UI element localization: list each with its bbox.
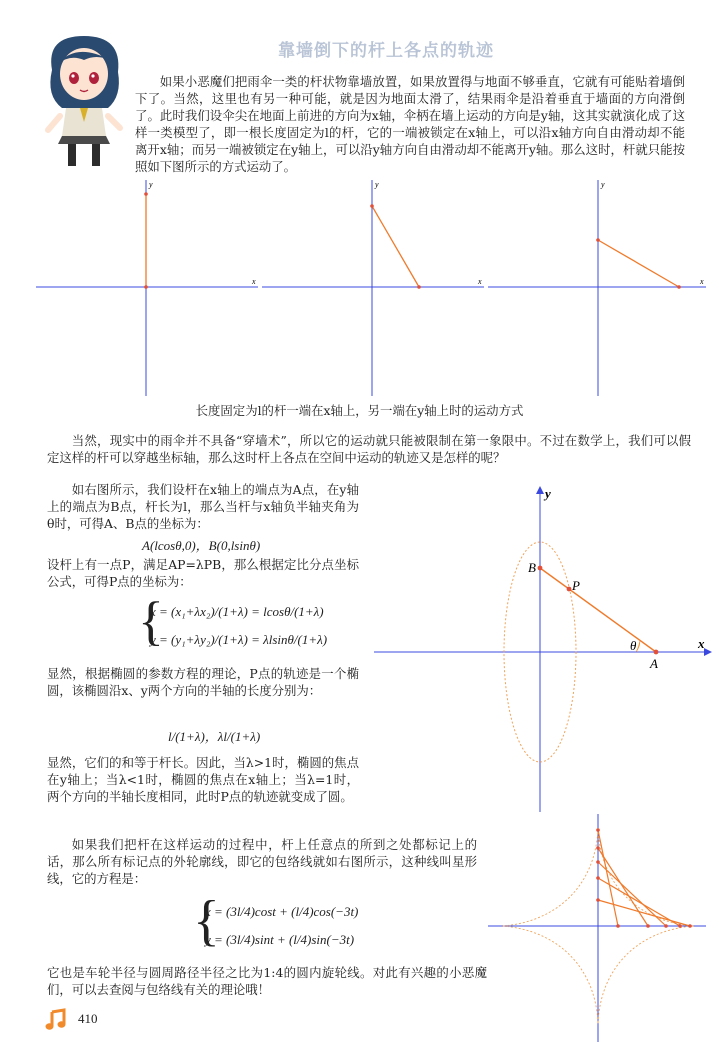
derivation-p-point: 设杆上有一点P，满足AP=λPB，那么根据定比分点坐标公式，可得P点的坐标为： xyxy=(47,557,359,589)
mascot-illustration xyxy=(36,30,132,170)
figure-1-caption: 长度固定为l的杆一端在x轴上，另一端在y轴上时的运动方式 xyxy=(195,403,524,418)
panel-2 xyxy=(262,180,484,396)
astroid-figure xyxy=(488,814,712,1042)
panel-1-x-label: x xyxy=(252,277,256,286)
panel-2-y-label: y xyxy=(375,180,379,189)
astroid-intro: 如果我们把杆在这样运动的过程中，杆上任意点的所到之处都标记上的话，那么所有标记点的外轮廓线，即它的包络线就如右图所示，这种线叫星形线，它的方程是： xyxy=(47,837,477,886)
intro-paragraph: 如果小恶魔们把雨伞一类的杆状物靠墙放置，如果放置得与地面不够垂直，它就有可能贴着墙倒下了。当然，这里也有另一种可能，就是因为地面太滑了，结果雨伞是沿着垂直于墙面的方向滑倒了。此时我们设伞尖在地面上前进的方向为x轴，伞柄在墙上运动的方向是y轴，这其实就演化成了这样一类模型了，即一根长度固定为l的杆，它的一端被锁定在x轴上，可以沿x轴方向自由滑动却不能离开x轴；而另一端被锁定在y轴上，可以沿y轴方向自由滑动却不能离开y轴。那么这时，杆就只能按照如下图所示的方式运动了。 xyxy=(135,74,685,174)
fig2-point-p: P xyxy=(572,578,580,593)
panel-1-y-label: y xyxy=(149,180,153,189)
derivation-intro: 如右图所示，我们设杆在x轴上的端点为A点，在y轴上的端点为B点，杆长为l，那么当杆与x轴负半轴夹角为θ时，可得A、B点的坐标为： xyxy=(47,482,359,531)
panel-2-x-label: x xyxy=(478,277,482,286)
page-title: 靠墙倒下的杆上各点的轨迹 xyxy=(278,41,494,61)
fig2-point-a: A xyxy=(650,656,658,671)
panel-1 xyxy=(36,180,258,396)
fig2-y-label: y xyxy=(545,486,551,501)
fig2-x-label: x xyxy=(698,636,705,651)
second-paragraph: 当然，现实中的雨伞并不具备“穿墙术”，所以它的运动就只能被限制在第一象限中。不过在数学上，我们可以假定这样的杆可以穿越坐标轴，那么这时杆上各点在空间中运动的轨迹又是怎样的呢？ xyxy=(47,433,691,465)
panel-3 xyxy=(488,180,706,396)
p-coordinate-system: { x = (x₁+λx₂)/(1+λ) = lcosθ/(1+λ) y = (y₁+λy₂)/(1+λ) = λlsinθ/(1+λ) xyxy=(138,591,328,651)
focus-discussion: 显然，它们的和等于杆长。因此，当λ>1时，椭圆的焦点在y轴上；当λ<1时，椭圆的焦点在x轴上；当λ=1时，两个方向的半轴长度相同，此时P点的轨迹就变成了圆。 xyxy=(47,755,359,804)
p-eq-x: x = (x₁+λx₂)/(1+λ) = lcosθ/(1+λ) xyxy=(150,604,324,619)
fig2-point-b: B xyxy=(528,560,536,575)
panel-3-y-label: y xyxy=(601,180,605,189)
ab-coordinates: A(lcosθ,0)，B(0,lsinθ) xyxy=(142,538,261,553)
music-note-icon xyxy=(44,1008,68,1032)
fig2-theta: θ xyxy=(630,638,637,653)
rod-motion-figure xyxy=(36,180,706,398)
ellipse-figure xyxy=(372,482,712,812)
panel-3-x-label: x xyxy=(700,277,704,286)
ellipse-conclusion: 显然，根据椭圆的参数方程的理论，P点的轨迹是一个椭圆，该椭圆沿x、y两个方向的半轴的长度分别为： xyxy=(47,666,359,698)
astroid-eq-y: y = (3l/4)sint + (l/4)sin(−3t) xyxy=(205,932,355,947)
page-number: 410 xyxy=(78,1011,98,1026)
p-eq-y: y = (y₁+λy₂)/(1+λ) = λlsinθ/(1+λ) xyxy=(150,632,328,647)
astroid-equation-system: { x = (3l/4)cost + (l/4)cos(−3t) y = (3l/4)sint + (l/4)sin(−3t) xyxy=(193,890,359,952)
astroid-eq-x: x = (3l/4)cost + (l/4)cos(−3t) xyxy=(205,904,359,919)
semi-axes-lengths: l/(1+λ)，λl/(1+λ) xyxy=(168,729,261,744)
astroid-conclusion: 它也是车轮半径与圆周路径半径之比为1:4的圆内旋轮线。对此有兴趣的小恶魔们，可以去查阅与包络线有关的理论哦！ xyxy=(47,965,487,997)
